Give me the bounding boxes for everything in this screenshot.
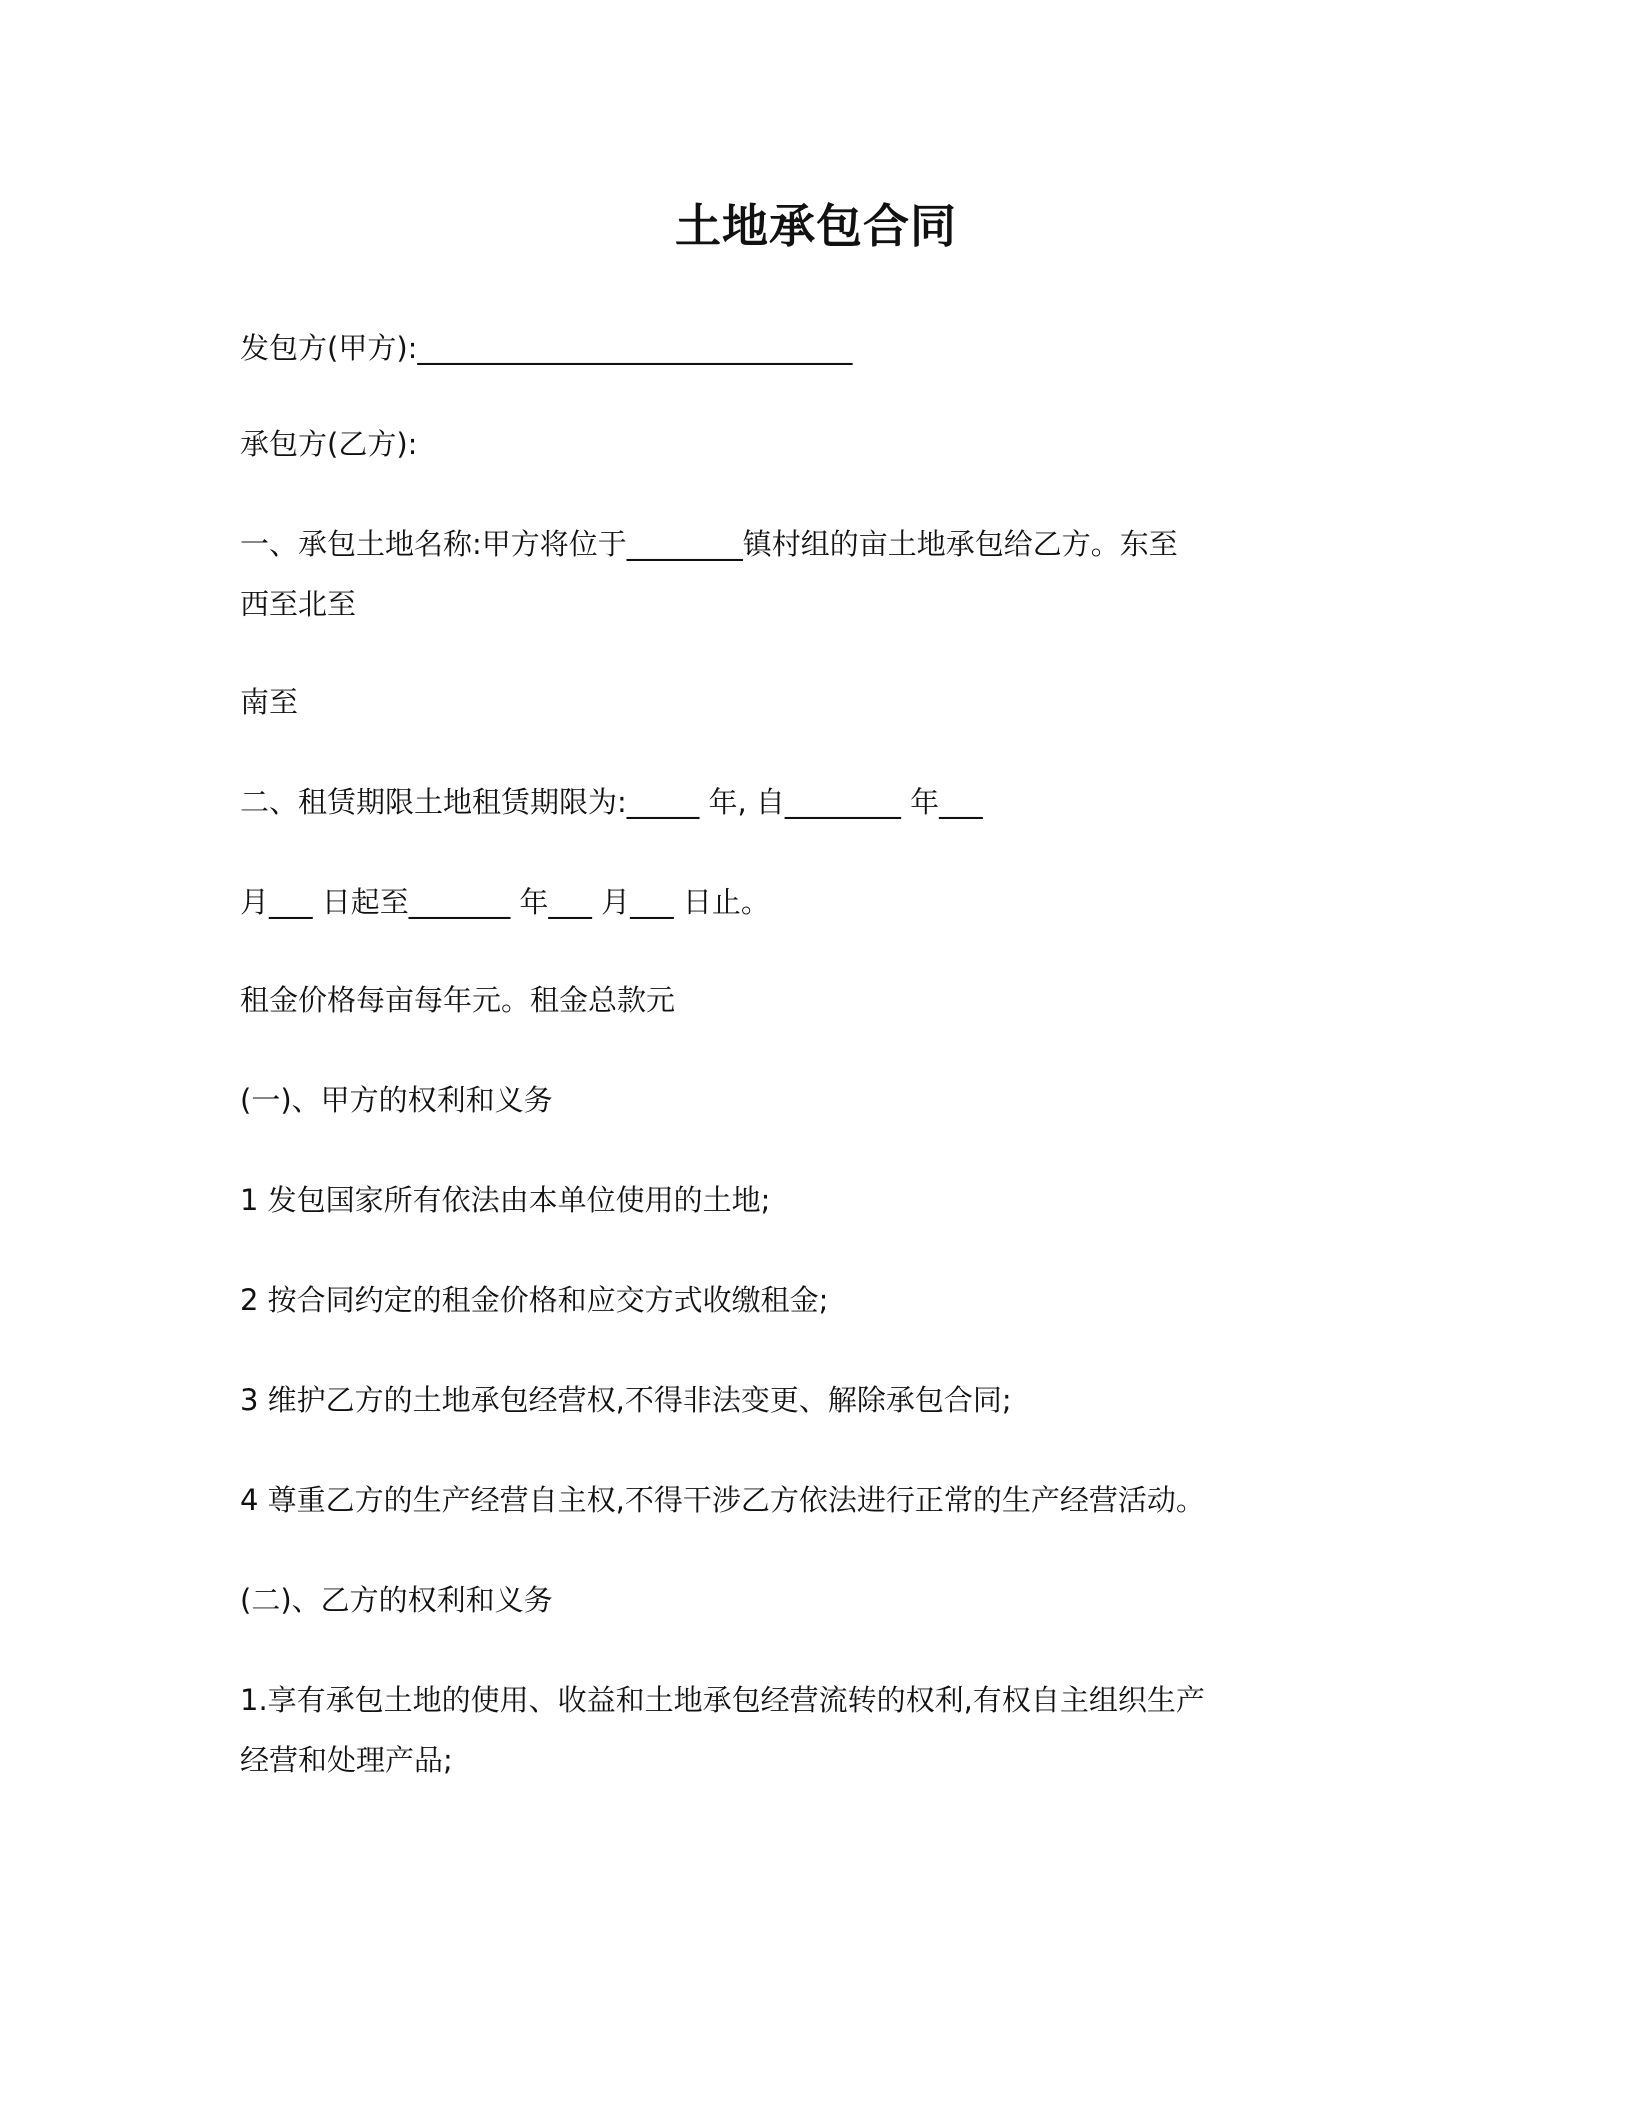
party-b-rights-heading: (二)、乙方的权利和义务 xyxy=(240,1583,553,1617)
party-b-item-1-line-1: 1.享有承包土地的使用、收益和土地承包经营流转的权利,有权自主组织生产 xyxy=(240,1683,1205,1717)
party-a-rights-heading: (一)、甲方的权利和义务 xyxy=(240,1083,553,1117)
clause-1-land-name xyxy=(240,514,1380,574)
party-a-item-3: 3 维护乙方的土地承包经营权,不得非法变更、解除承包合同; xyxy=(240,1383,1012,1417)
clause-2-lease-term: 二、租赁期限土地租赁期限为:_____ 年, 自________ 年___ xyxy=(240,785,983,819)
party-a-item-2: 2 按合同约定的租金价格和应交方式收缴租金; xyxy=(240,1283,829,1317)
party-a-item-1: 1 发包国家所有依法由本单位使用的土地; xyxy=(240,1183,771,1217)
party-b-item-1 xyxy=(240,1670,1380,1730)
rent-price-line: 租金价格每亩每年元。租金总款元 xyxy=(240,983,676,1017)
south-boundary-line: 南至 xyxy=(240,685,299,719)
document-title: 土地承包合同 xyxy=(675,199,957,253)
party-a-item-4: 4 尊重乙方的生产经营自主权,不得干涉乙方依法进行正常的生产经营活动。 xyxy=(240,1483,1205,1517)
party-b-line: 承包方(乙方): xyxy=(240,427,418,461)
party-b-item-1-continuation: 经营和处理产品; xyxy=(240,1743,453,1777)
clause-1-continuation: 西至北至 xyxy=(240,587,357,621)
party-a-line: 发包方(甲方):______________________________ xyxy=(240,331,853,365)
lease-term-dates: 月___ 日起至_______ 年___ 月___ 日止。 xyxy=(240,885,770,919)
clause-1-line-1: 一、承包土地名称:甲方将位于________镇村组的亩土地承包给乙方。东至 xyxy=(240,527,1178,561)
